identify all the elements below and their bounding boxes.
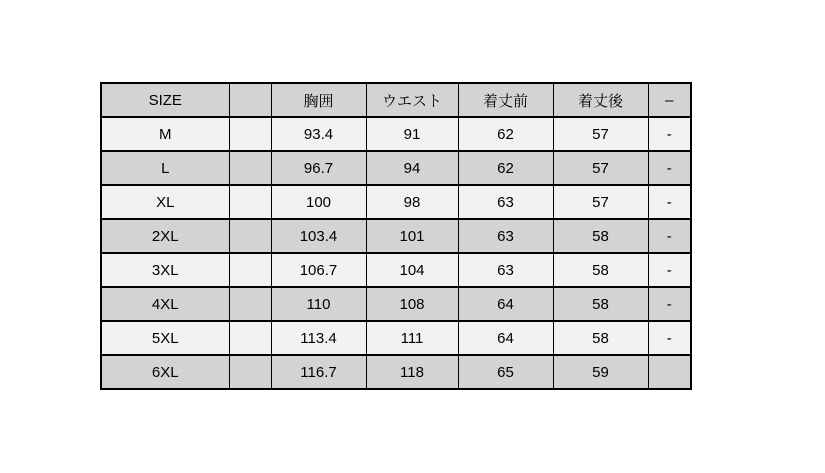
table-cell: 91 (366, 117, 458, 151)
header-cell-size: SIZE (101, 83, 229, 117)
table-row-xl (101, 185, 691, 219)
table-cell: 57 (553, 151, 648, 185)
row-label: XL (101, 185, 229, 219)
row-label: 5XL (101, 321, 229, 355)
table-cell (648, 355, 691, 389)
table-row-4xl (101, 287, 691, 321)
row-label: 6XL (101, 355, 229, 389)
table-cell: 65 (458, 355, 553, 389)
table-cell: 64 (458, 321, 553, 355)
table-cell (229, 355, 271, 389)
table-cell: 98 (366, 185, 458, 219)
table-cell: 59 (553, 355, 648, 389)
table-cell: 63 (458, 185, 553, 219)
table-cell: - (648, 185, 691, 219)
table-cell (229, 219, 271, 253)
table-cell (229, 151, 271, 185)
table-cell: 110 (271, 287, 366, 321)
table-cell: 62 (458, 151, 553, 185)
header-cell-blank (229, 83, 271, 117)
table-cell: 57 (553, 117, 648, 151)
table-row-5xl (101, 321, 691, 355)
table-cell: 58 (553, 321, 648, 355)
table-cell: 57 (553, 185, 648, 219)
table-cell: 93.4 (271, 117, 366, 151)
table-cell: 100 (271, 185, 366, 219)
table-cell: 106.7 (271, 253, 366, 287)
table-cell: 58 (553, 287, 648, 321)
header-cell-waist: ウエスト (366, 83, 458, 117)
table-row-m (101, 117, 691, 151)
table-cell: - (648, 151, 691, 185)
table-cell: 113.4 (271, 321, 366, 355)
table-cell: - (648, 253, 691, 287)
table-cell: 94 (366, 151, 458, 185)
header-cell-dash: – (648, 83, 691, 117)
row-label: 4XL (101, 287, 229, 321)
table-cell: 111 (366, 321, 458, 355)
table-cell (229, 287, 271, 321)
table-row-2xl (101, 219, 691, 253)
table-cell: 64 (458, 287, 553, 321)
table-cell: 58 (553, 219, 648, 253)
row-label: M (101, 117, 229, 151)
table-cell: 104 (366, 253, 458, 287)
header-cell-front-length: 着丈前 (458, 83, 553, 117)
header-row (101, 83, 691, 117)
row-label: 2XL (101, 219, 229, 253)
table-cell (229, 321, 271, 355)
table-cell: 63 (458, 219, 553, 253)
table-cell: 103.4 (271, 219, 366, 253)
header-cell-chest: 胸囲 (271, 83, 366, 117)
table-cell: 63 (458, 253, 553, 287)
table-cell (229, 253, 271, 287)
table-cell: 116.7 (271, 355, 366, 389)
table-cell (229, 117, 271, 151)
table-cell: 58 (553, 253, 648, 287)
table-cell: - (648, 117, 691, 151)
table-row-6xl (101, 355, 691, 389)
table-row-3xl (101, 253, 691, 287)
table-cell: 108 (366, 287, 458, 321)
table-cell: 62 (458, 117, 553, 151)
size-chart-table (100, 82, 692, 390)
table-cell: 118 (366, 355, 458, 389)
table-cell: 96.7 (271, 151, 366, 185)
row-label: 3XL (101, 253, 229, 287)
table-cell (229, 185, 271, 219)
row-label: L (101, 151, 229, 185)
header-cell-back-length: 着丈後 (553, 83, 648, 117)
table-cell: - (648, 321, 691, 355)
table-cell: - (648, 287, 691, 321)
table-row-l (101, 151, 691, 185)
table-cell: - (648, 219, 691, 253)
table-cell: 101 (366, 219, 458, 253)
